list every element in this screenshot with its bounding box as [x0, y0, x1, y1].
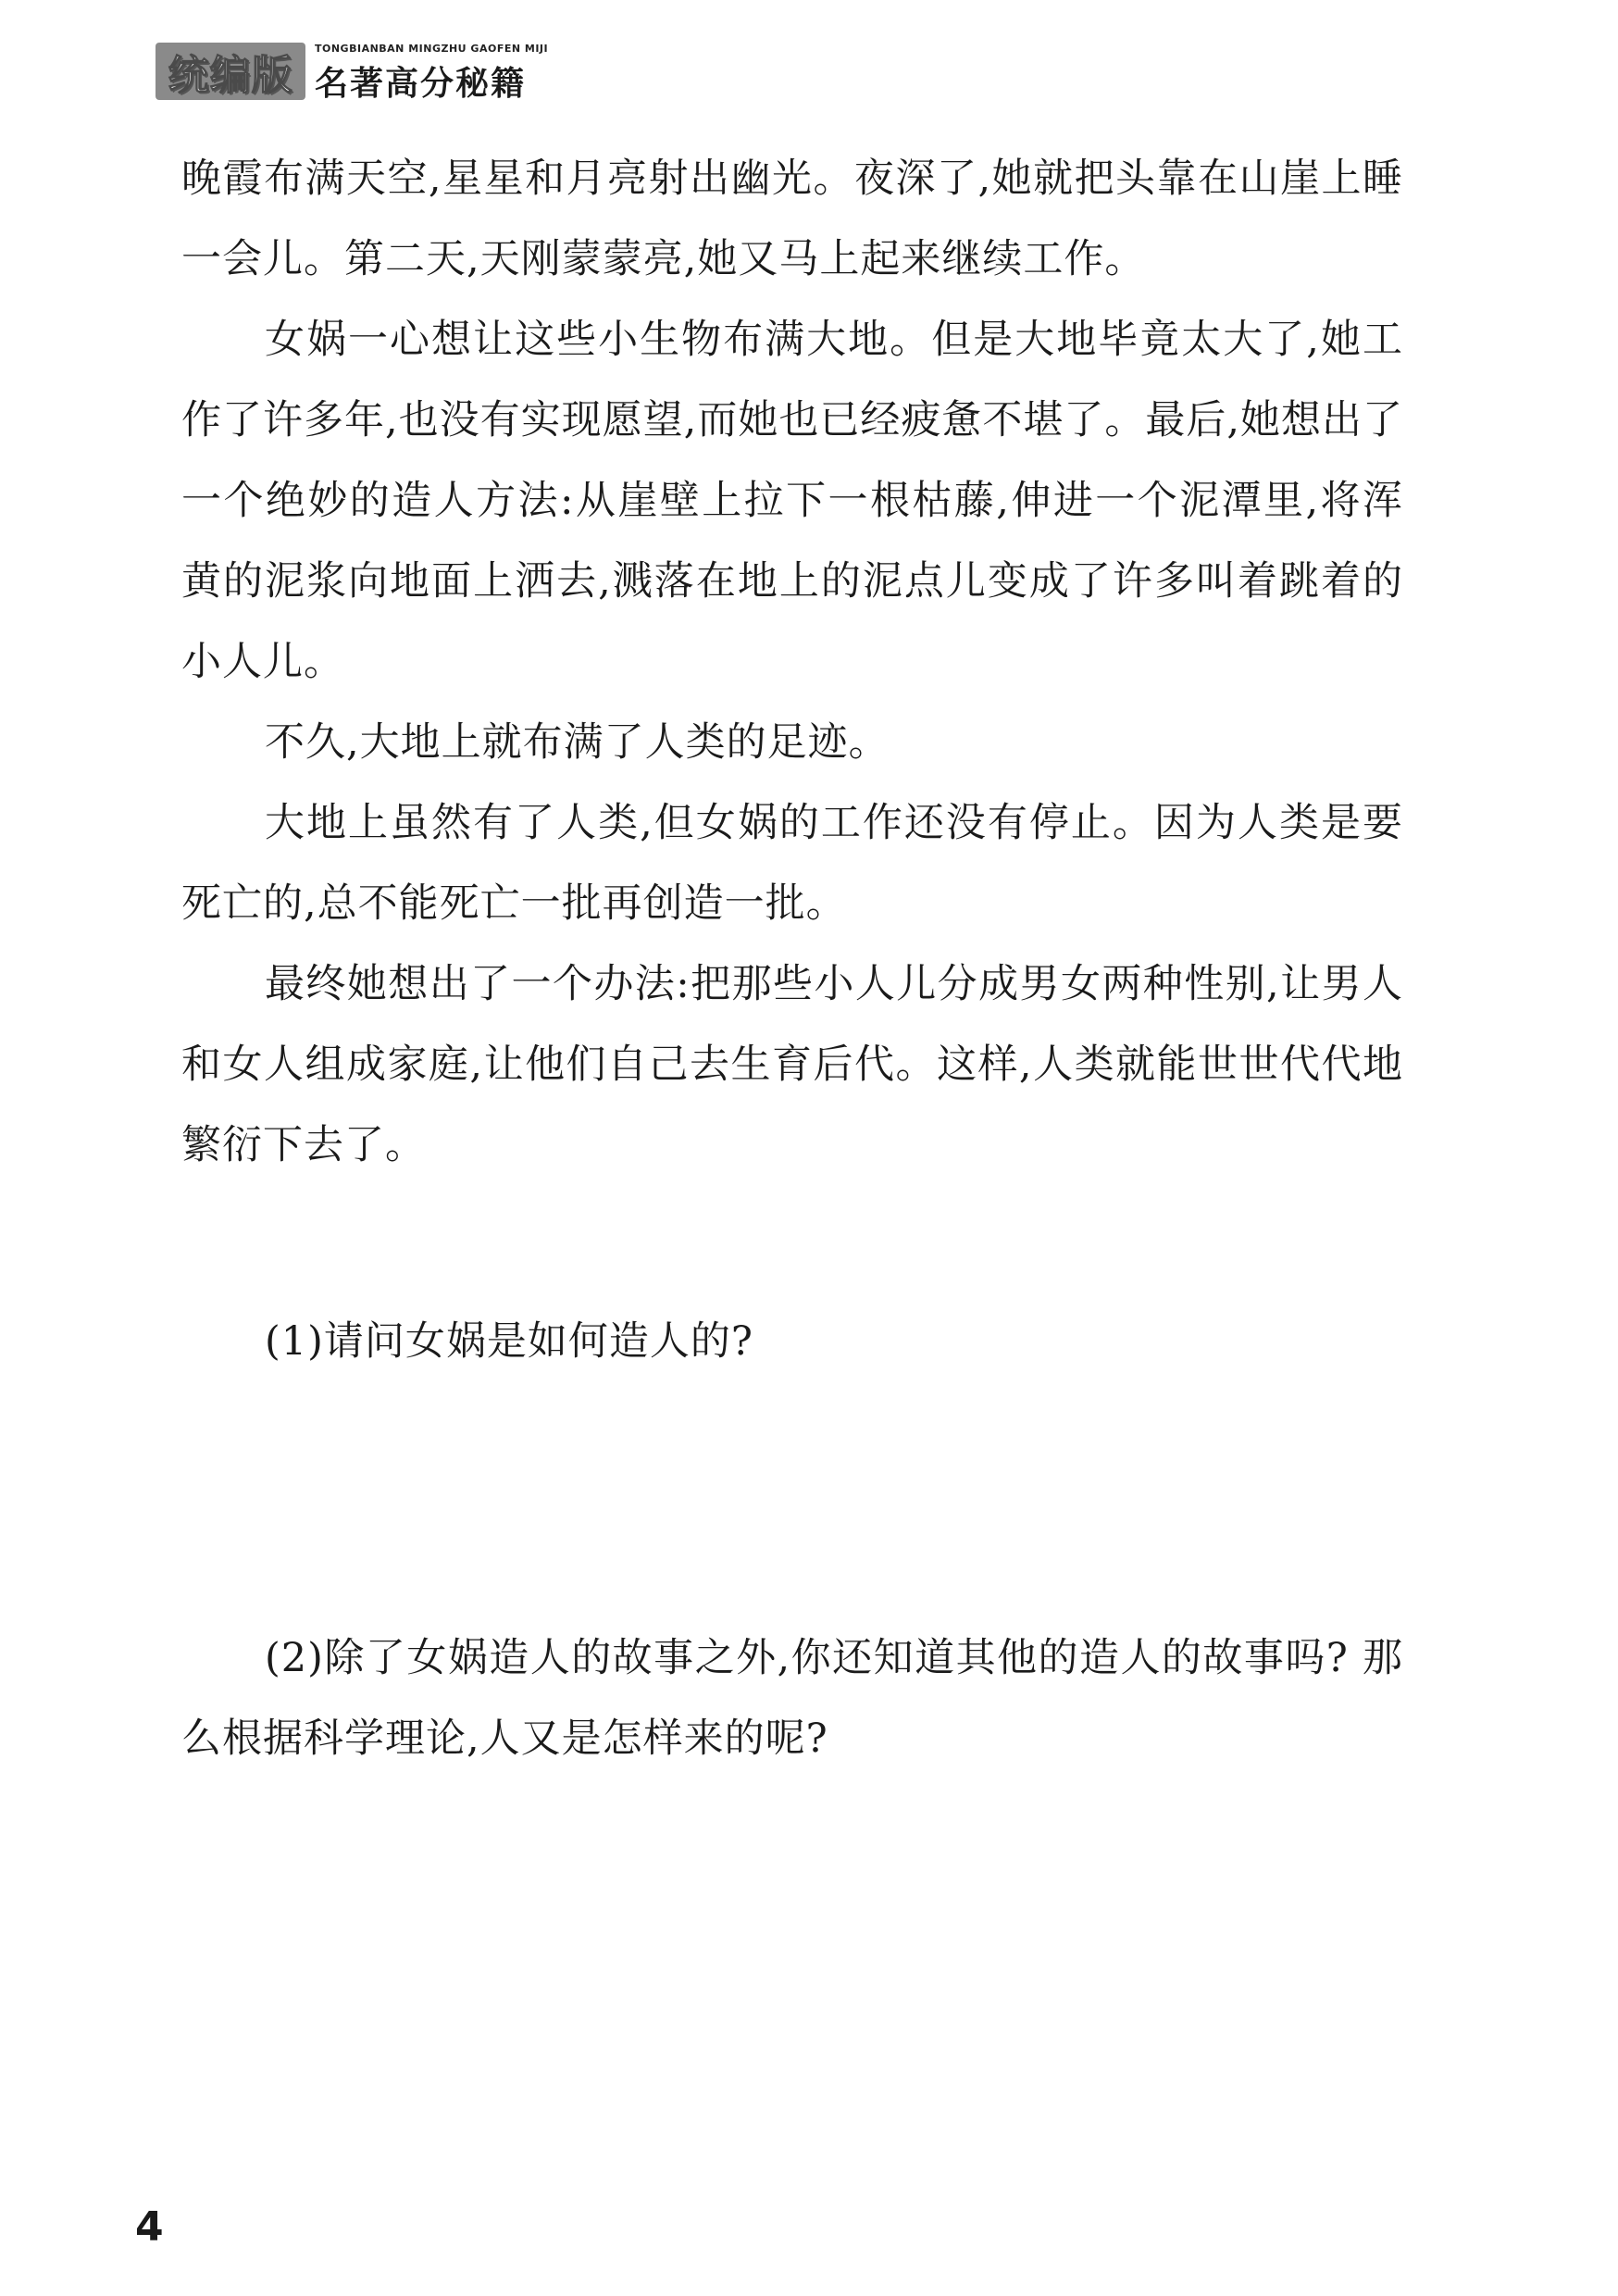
- paragraph-continued: 晚霞布满天空,星星和月亮射出幽光。夜深了,她就把头靠在山崖上睡一会儿。第二天,天刚蒙蒙亮,她又马上起来继续工作。: [181, 156, 1403, 282]
- page-header: [156, 37, 563, 104]
- paragraph: 大地上虽然有了人类,但女娲的工作还没有停止。因为人类是要死亡的,总不能死亡一批再创造一批。: [181, 800, 1403, 927]
- brand-text: 统编版: [168, 52, 293, 99]
- series-pinyin: TONGBIANBAN MINGZHU GAOFEN MIJI: [315, 43, 549, 55]
- question-1: (1)请问女娲是如何造人的?: [265, 1318, 753, 1365]
- page-content: [181, 139, 1403, 1779]
- page-number: 4: [135, 2203, 164, 2251]
- question-2: (2)除了女娲造人的故事之外,你还知道其他的造人的故事吗? 那么根据科学理论,人又是怎样来的呢?: [181, 1635, 1403, 1762]
- series-title: 名著高分秘籍: [315, 65, 527, 103]
- paragraph: 最终她想出了一个办法:把那些小人儿分成男女两种性别,让男人和女人组成家庭,让他们自己去生育后代。这样,人类就能世世代代地繁衍下去了。: [181, 961, 1403, 1168]
- brand-logo: [156, 43, 305, 100]
- paragraph: 不久,大地上就布满了人类的足迹。: [265, 719, 890, 766]
- paragraph: 女娲一心想让这些小生物布满大地。但是大地毕竟太大了,她工作了许多年,也没有实现愿望,而她也已经疲惫不堪了。最后,她想出了一个绝妙的造人方法:从崖壁上拉下一根枯藤,伸进一个泥潭里,将浑黄的泥浆向地面上洒去,溅落在地上的泥点儿变成了许多叫着跳着的小人儿。: [181, 317, 1404, 685]
